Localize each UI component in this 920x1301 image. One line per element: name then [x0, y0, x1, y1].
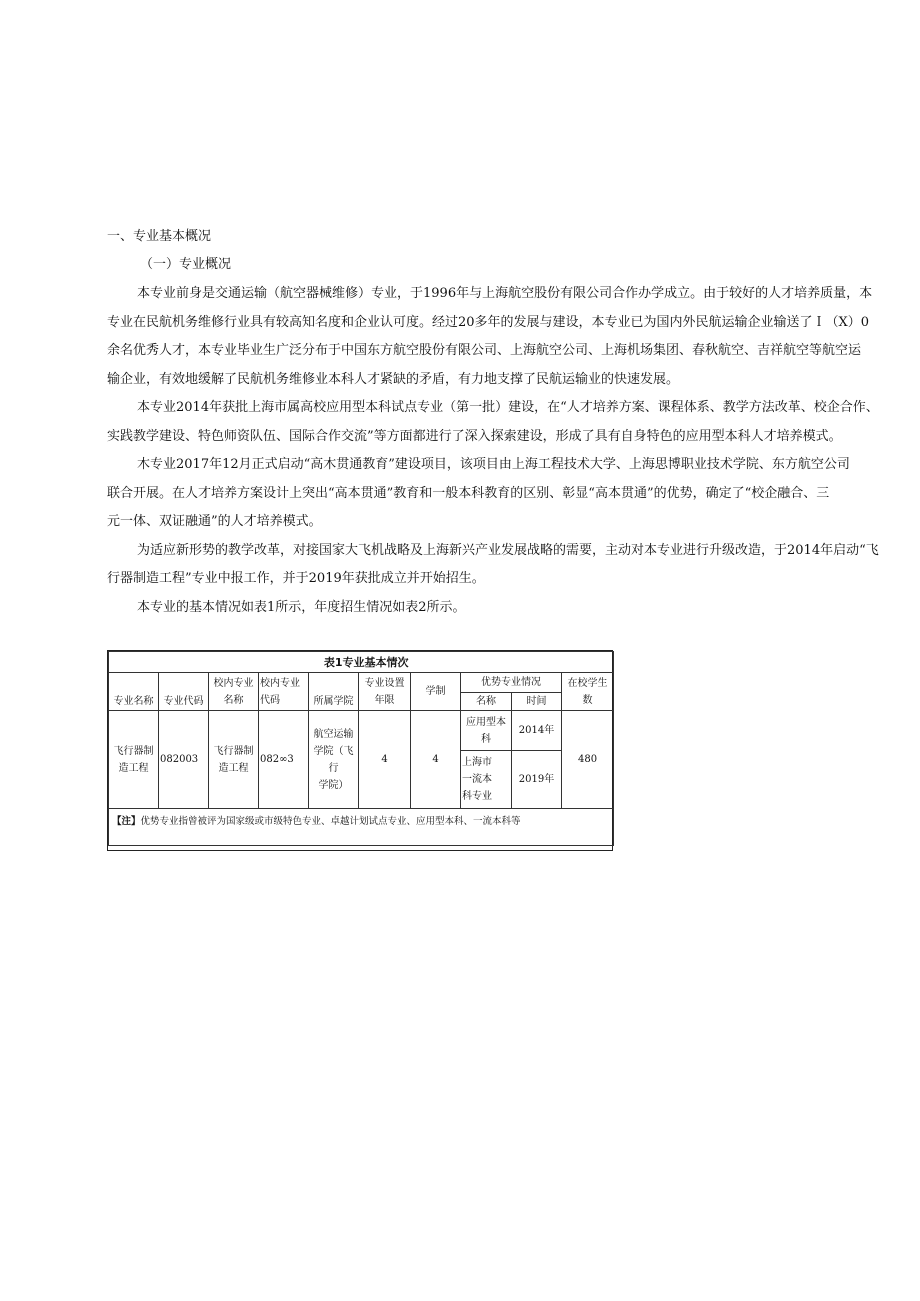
cell-duration: 4 — [411, 711, 461, 809]
cell-campus-code: 082∞3 — [259, 711, 309, 809]
header-name: 专业名称 — [109, 673, 159, 711]
table-caption: 表1专业基本情次 — [109, 652, 411, 673]
paragraph: 为适应新形势的教学改革，对接国家大飞机战略及上海新兴产业发展战略的需要，主动对本专业进行升级改造，于2014年启动“飞 行器制造工程”专业中报工作，并于2019年获批成立并开始招生。 — [107, 542, 879, 586]
cell-years: 4 — [359, 711, 411, 809]
cell-name: 飞行器制 造工程 — [109, 711, 159, 809]
section-heading: 一、专业基本概况 — [107, 229, 212, 244]
basic-info-table — [107, 650, 613, 851]
header-college: 所属学院 — [309, 673, 359, 711]
table-note — [109, 809, 614, 846]
cell-code: 082003 — [159, 711, 209, 809]
cell-campus-name: 飞行器制 造工程 — [209, 711, 259, 809]
table-caption-blank — [411, 652, 614, 673]
header-campus-name: 校内专业 名称 — [209, 673, 259, 711]
paragraph: 本专业2014年获批上海市属高校应用型本科试点专业（第一批）建设，在“人才培养方案、课程体系、教学方法改革、校企合作、 实践教学建设、特色师资队伍、国际合作交流”等方面都进行了深入探索建设，形成了具有自身特色的应用型本科人才培养模式。 — [107, 400, 879, 444]
paragraph: 本专业前身是交通运输（航空器械维修）专业，于1996年与上海航空股份有限公司合作办学成立。由于较好的人才培养质量，本 专业在民航机务维修行业具有较高知名度和企业认可度。经过20多年的发展与建设，本专业已为国内外民航运输企业输送了Ｉ（X）0 余名优秀人才，本专业毕业生广泛分布于中国东方航空股份有限公司、上海航空公司、上海机场集团、春秋航空、吉祥航空等航空运 输企业，有效地缓解了民航机务维修业本科人才紧缺的矛盾，有力地支撑了民航运输业的快速发展。 — [107, 286, 873, 387]
cell-students: 480 — [562, 711, 614, 809]
header-students: 在校学生 数 — [562, 673, 614, 711]
header-advantage: 优势专业情况 — [461, 673, 562, 693]
cell-adv1-name: 应用型本 科 — [461, 711, 512, 751]
header-years: 专业设置 年限 — [359, 673, 411, 711]
paragraph: 木专业2017年12月正式启动“高木贯通教育”建设项目，该项目由上海工程技术大学、上海思博职业技术学院、东方航空公司 联合开展。在人才培养方案设计上突出“高本贯通”教育和一般本科教育的区别、彰显“高本贯通”的优势，确定了“校企融合、三 元一体、双证融通”的人才培养模式。 — [107, 457, 850, 529]
paragraph: 本专业的基本情况如表1所示，年度招生情况如表2所示。 — [137, 599, 466, 615]
cell-adv2-time: 2019年 — [512, 751, 562, 809]
body-text — [107, 280, 920, 622]
header-duration: 学制 — [411, 673, 461, 711]
header-adv-time: 时间 — [512, 693, 562, 711]
cell-adv2-name: 上海市 一流本 科专业 — [461, 751, 512, 809]
header-adv-name: 名称 — [461, 693, 512, 711]
cell-adv1-time: 2014年 — [512, 711, 562, 751]
note-text: 优势专业指曾被评为国家级或市级特色专业、卓越计划试点专业、应用型本科、一流本科等 — [140, 816, 521, 827]
header-campus-code: 校内专业 代码 — [259, 673, 309, 711]
subsection-heading: （一）专业概况 — [140, 257, 232, 272]
header-code: 专业代码 — [159, 673, 209, 711]
cell-college: 航空运输 学院（飞 行 学院） — [309, 711, 359, 809]
note-tag: 【注】 — [112, 816, 141, 827]
